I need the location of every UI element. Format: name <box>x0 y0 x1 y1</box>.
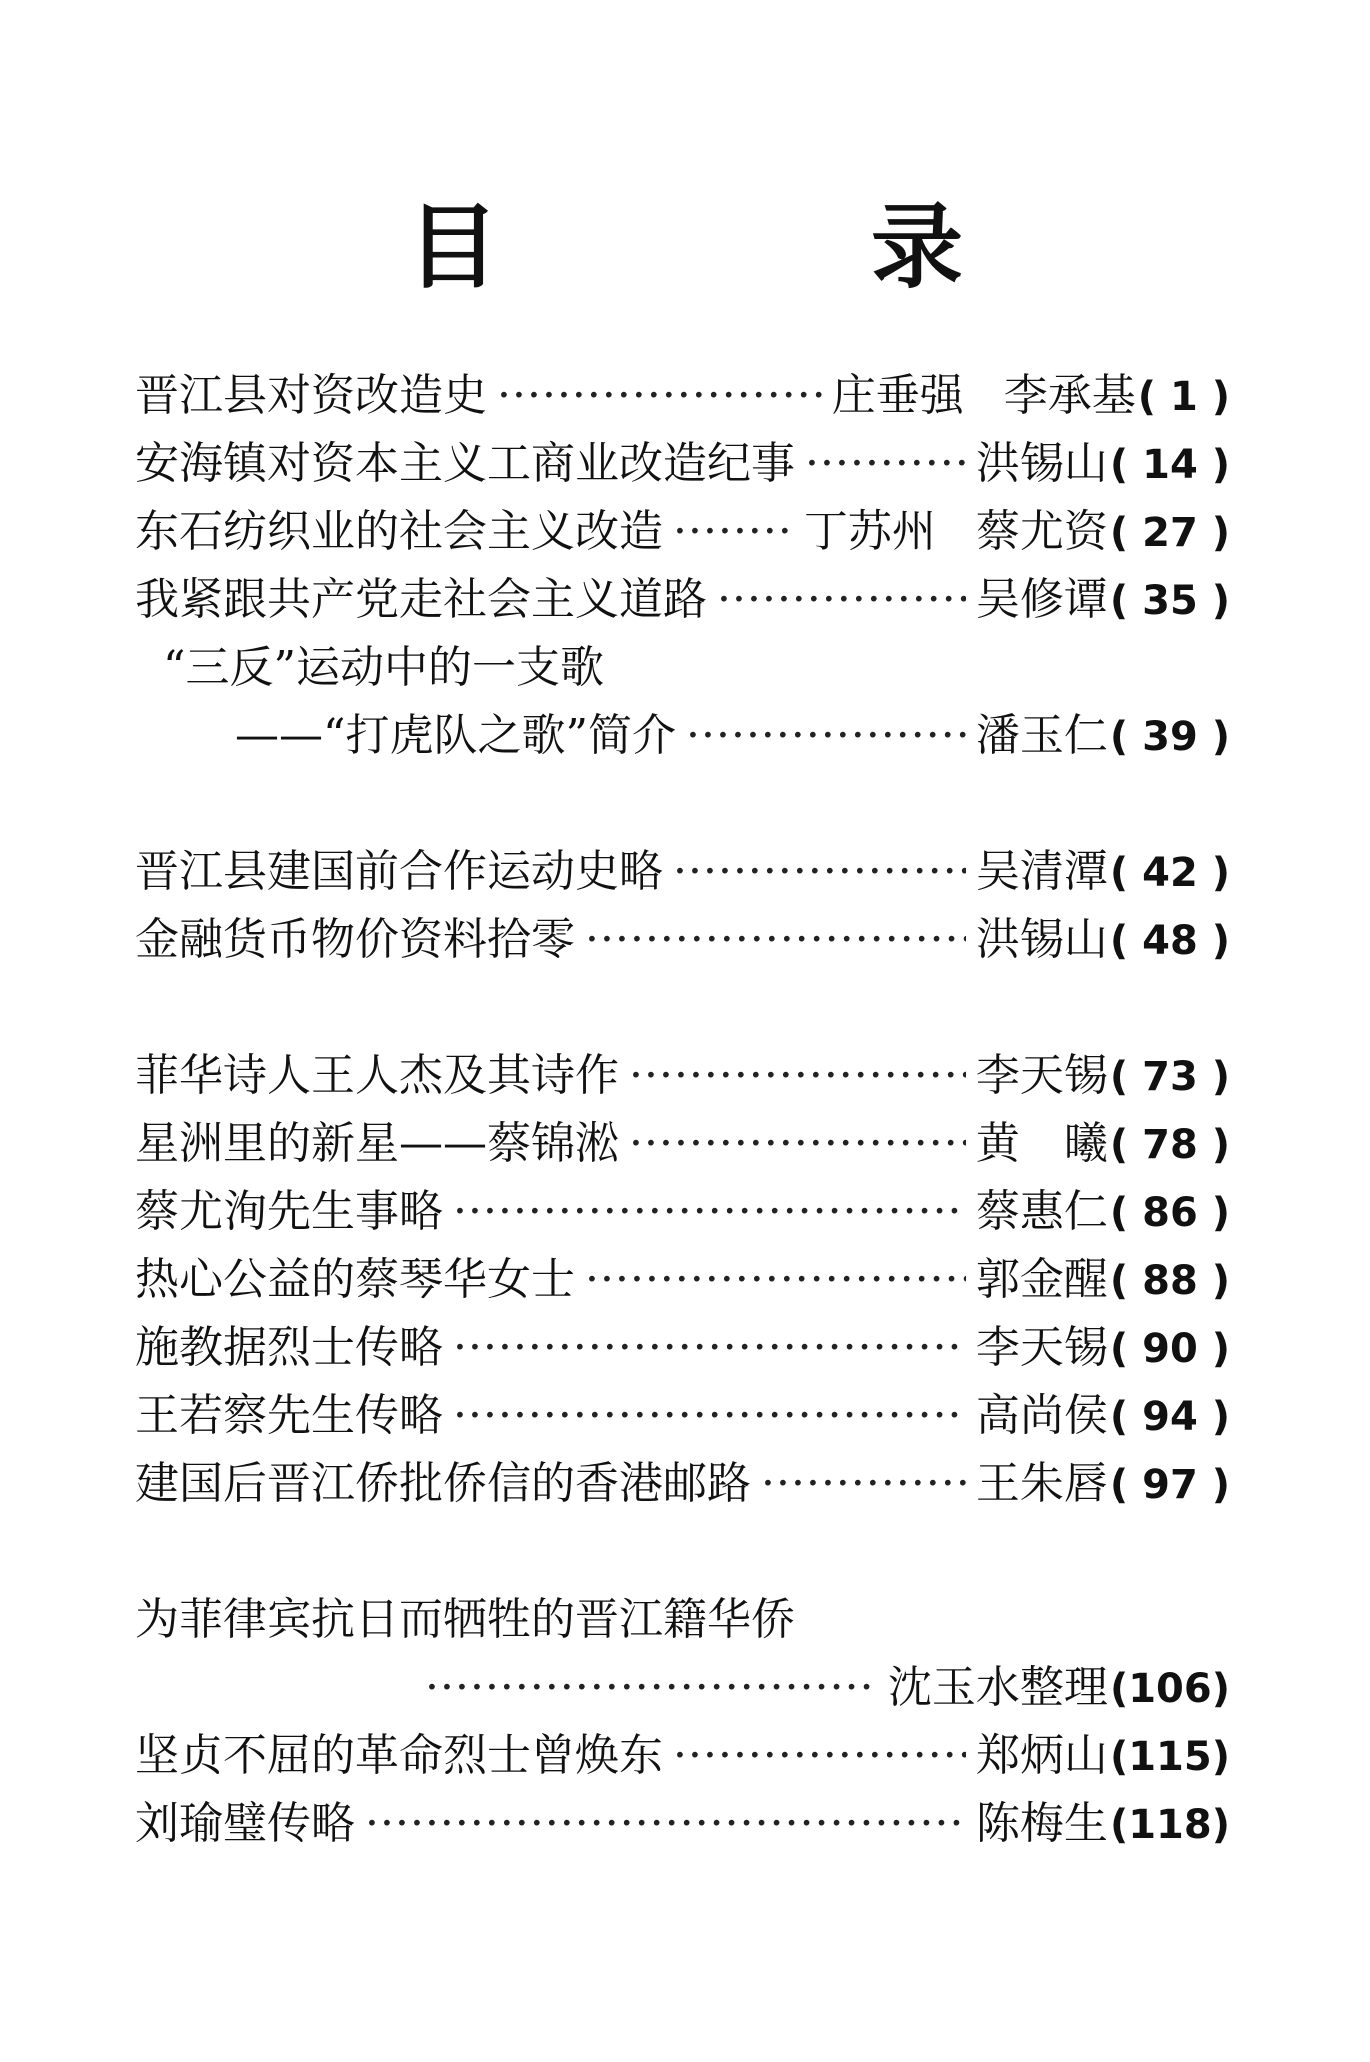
entry-page: ( 78 ) <box>1109 1122 1230 1168</box>
entry-author: 高尚侯 <box>975 1390 1108 1441</box>
entry-author: 李天锡 <box>975 1322 1108 1373</box>
toc-entry[interactable] <box>135 1314 1230 1382</box>
toc-entry[interactable] <box>135 430 1230 498</box>
table-of-contents <box>135 362 1230 1858</box>
leader-dots <box>453 1314 966 1382</box>
section-gap <box>135 974 1230 1042</box>
toc-entry[interactable] <box>135 634 1230 702</box>
entry-title: 安海镇对资本主义工商业改造纪事 <box>135 438 795 489</box>
leader-dots <box>629 1042 966 1110</box>
entry-page: (118) <box>1109 1802 1230 1848</box>
leader-dots <box>629 1110 966 1178</box>
entry-title: 蔡尤洵先生事略 <box>135 1186 443 1237</box>
entry-page: ( 1 ) <box>1137 374 1230 420</box>
entry-author: 洪锡山 <box>975 914 1108 965</box>
entry-author: 吴修谭 <box>975 574 1108 625</box>
leader-dots <box>453 1178 966 1246</box>
entry-author: 吴清潭 <box>975 846 1108 897</box>
entry-title: 建国后晋江侨批侨信的香港邮路 <box>135 1458 751 1509</box>
entry-page: ( 42 ) <box>1109 850 1230 896</box>
entry-page: ( 97 ) <box>1109 1462 1230 1508</box>
toc-entry[interactable] <box>135 1450 1230 1518</box>
entry-author: 庄垂强 <box>831 370 964 421</box>
toc-entry[interactable] <box>135 362 1230 430</box>
toc-entry[interactable] <box>135 906 1230 974</box>
entry-title: 东石纺织业的社会主义改造 <box>135 506 663 557</box>
leader-dots <box>673 838 966 906</box>
leader-dots <box>761 1450 966 1518</box>
entry-author: 王朱唇 <box>975 1458 1108 1509</box>
entry-page: ( 88 ) <box>1109 1258 1230 1304</box>
toc-entry[interactable] <box>135 1178 1230 1246</box>
entry-author: 郭金醒 <box>975 1254 1108 1305</box>
entry-author: 蔡惠仁 <box>975 1186 1108 1237</box>
entry-author: 潘玉仁 <box>975 710 1108 761</box>
entry-title: “三反”运动中的一支歌 <box>163 642 604 693</box>
entry-title: 晋江县对资改造史 <box>135 370 487 421</box>
toc-entry[interactable] <box>135 702 1230 770</box>
leader-dots <box>686 702 966 770</box>
leader-dots <box>673 498 794 566</box>
entry-title: 施教据烈士传略 <box>135 1322 443 1373</box>
entry-page: ( 14 ) <box>1109 442 1230 488</box>
entry-title: 我紧跟共产党走社会主义道路 <box>135 574 707 625</box>
entry-title: 为菲律宾抗日而牺牲的晋江籍华侨 <box>135 1594 795 1645</box>
entry-title: 金融货币物价资料拾零 <box>135 914 575 965</box>
leader-dots <box>585 906 966 974</box>
leader-dots <box>365 1790 966 1858</box>
toc-entry[interactable] <box>135 1654 1230 1722</box>
entry-page: ( 73 ) <box>1109 1054 1230 1100</box>
toc-entry[interactable] <box>135 1586 1230 1654</box>
leader-dots <box>497 362 822 430</box>
leader-dots <box>805 430 966 498</box>
entry-author-2: 李承基 <box>1003 370 1136 421</box>
entry-author: 黄 曦 <box>975 1118 1108 1169</box>
entry-title: 晋江县建国前合作运动史略 <box>135 846 663 897</box>
entry-page: (115) <box>1109 1734 1230 1780</box>
entry-author: 沈玉水整理 <box>887 1662 1108 1713</box>
entry-author: 陈梅生 <box>975 1798 1108 1849</box>
leader-dots <box>585 1246 966 1314</box>
toc-entry[interactable] <box>135 1110 1230 1178</box>
toc-entry[interactable] <box>135 1246 1230 1314</box>
entry-page: (106) <box>1109 1666 1230 1712</box>
leader-dots <box>717 566 966 634</box>
leader-dots <box>673 1722 966 1790</box>
entry-page: ( 48 ) <box>1109 918 1230 964</box>
entry-title: 坚贞不屈的革命烈士曾焕东 <box>135 1730 663 1781</box>
entry-title: 星洲里的新星——蔡锦淞 <box>135 1118 619 1169</box>
leader-dots <box>453 1382 966 1450</box>
entry-page: ( 94 ) <box>1109 1394 1230 1440</box>
entry-title: 刘瑜璧传略 <box>135 1798 355 1849</box>
toc-entry[interactable] <box>135 566 1230 634</box>
toc-entry[interactable] <box>135 838 1230 906</box>
entry-author: 洪锡山 <box>975 438 1108 489</box>
entry-page: ( 39 ) <box>1109 714 1230 760</box>
leader-dots <box>425 1654 878 1722</box>
entry-page: ( 86 ) <box>1109 1190 1230 1236</box>
entry-page: ( 90 ) <box>1109 1326 1230 1372</box>
entry-author: 郑炳山 <box>975 1730 1108 1781</box>
section-gap <box>135 1518 1230 1586</box>
toc-entry[interactable] <box>135 1042 1230 1110</box>
toc-entry[interactable] <box>135 1722 1230 1790</box>
entry-author-2: 蔡尤资 <box>975 506 1108 557</box>
toc-entry[interactable] <box>135 498 1230 566</box>
entry-title: 王若察先生传略 <box>135 1390 443 1441</box>
entry-page: ( 35 ) <box>1109 578 1230 624</box>
page-title: 目 录 <box>406 193 1134 301</box>
entry-author: 李天锡 <box>975 1050 1108 1101</box>
toc-entry[interactable] <box>135 1790 1230 1858</box>
section-gap <box>135 770 1230 838</box>
entry-title: 菲华诗人王人杰及其诗作 <box>135 1050 619 1101</box>
entry-subtitle: ——“打虎队之歌”简介 <box>235 710 676 761</box>
entry-page: ( 27 ) <box>1109 510 1230 556</box>
toc-entry[interactable] <box>135 1382 1230 1450</box>
entry-title: 热心公益的蔡琴华女士 <box>135 1254 575 1305</box>
entry-author: 丁苏州 <box>803 506 936 557</box>
